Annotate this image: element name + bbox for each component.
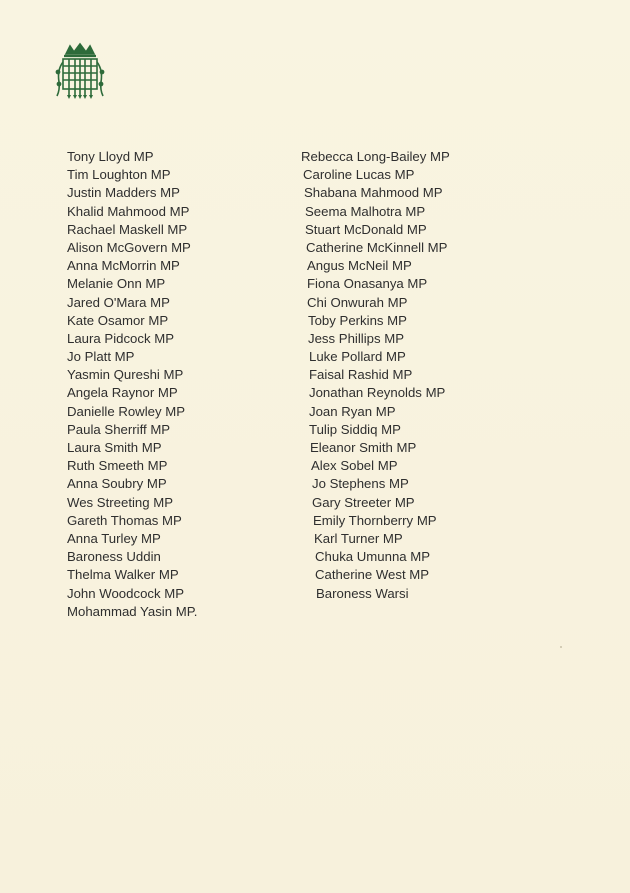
- signatory-name: Joan Ryan MP: [309, 403, 396, 419]
- signatory-name: Seema Malhotra MP: [305, 203, 426, 219]
- signatory-name: Danielle Rowley MP: [67, 403, 185, 419]
- signatory-name: Stuart McDonald MP: [305, 221, 427, 237]
- signatory-name: Anna McMorrin MP: [67, 258, 180, 274]
- signatories-right-column: [301, 148, 450, 603]
- signatory-name: Chi Onwurah MP: [307, 294, 408, 310]
- signatory-name: Catherine McKinnell MP: [306, 239, 448, 255]
- signatory-name: Faisal Rashid MP: [309, 367, 413, 383]
- signatory-name: John Woodcock MP: [67, 585, 185, 601]
- signatory-name: Eleanor Smith MP: [310, 440, 417, 455]
- signatory-name: Emily Thornberry MP: [313, 512, 437, 528]
- signatory-name: Rebecca Long-Bailey MP: [301, 149, 450, 164]
- signatory-name: Mohammad Yasin MP.: [67, 603, 198, 619]
- signatory-name: Anna Turley MP: [67, 530, 161, 546]
- signatory-name: Jo Platt MP: [67, 349, 135, 365]
- signatory-name: Alison McGovern MP: [67, 239, 191, 255]
- signatory-name: Paula Sherriff MP: [67, 421, 171, 437]
- signatory-name: Gary Streeter MP: [312, 494, 415, 510]
- signatory-name: Justin Madders MP: [67, 185, 180, 201]
- signatory-name: Shabana Mahmood MP: [304, 185, 443, 201]
- signatory-name: Melanie Onn MP: [67, 276, 166, 292]
- signatory-name: Baroness Uddin: [67, 549, 161, 565]
- signatory-name: Tulip Siddiq MP: [309, 421, 401, 437]
- signatory-name: Catherine West MP: [315, 567, 430, 583]
- signatory-name: Alex Sobel MP: [311, 458, 398, 474]
- signatories-left-column: [67, 148, 197, 621]
- signatory-name: Khalid Mahmood MP: [67, 203, 190, 219]
- signatory-name: Laura Smith MP: [67, 440, 162, 455]
- signatory-name: Jess Phillips MP: [308, 330, 405, 346]
- signatory-name: Fiona Onasanya MP: [307, 276, 428, 292]
- signatory-name: Tony Lloyd MP: [67, 149, 154, 164]
- portcullis-crest-icon: [54, 42, 106, 100]
- signatory-name: Kate Osamor MP: [67, 312, 169, 328]
- signatory-name: Chuka Umunna MP: [315, 549, 431, 565]
- paper-speck: [560, 646, 562, 648]
- signatory-name: Thelma Walker MP: [67, 567, 179, 583]
- signatory-name: Laura Pidcock MP: [67, 330, 175, 346]
- signatory-name: Gareth Thomas MP: [67, 512, 182, 528]
- signatory-name: Karl Turner MP: [314, 530, 403, 546]
- signatory-name: Wes Streeting MP: [67, 494, 174, 510]
- signatory-name: Angus McNeil MP: [307, 258, 412, 274]
- signatory-name: Rachael Maskell MP: [67, 221, 188, 237]
- signatory-name: Angela Raynor MP: [67, 385, 178, 401]
- signatory-name: Tim Loughton MP: [67, 167, 171, 183]
- signatory-name: Toby Perkins MP: [308, 312, 407, 328]
- signatory-name: Jo Stephens MP: [312, 476, 409, 492]
- signatory-name: Caroline Lucas MP: [303, 167, 415, 183]
- signatory-name: Anna Soubry MP: [67, 476, 167, 492]
- signatory-name: Baroness Warsi: [316, 585, 409, 601]
- signatory-name: Jared O'Mara MP: [67, 294, 170, 310]
- signatory-name: Jonathan Reynolds MP: [309, 385, 446, 401]
- signatory-name: Luke Pollard MP: [309, 349, 406, 365]
- signatory-name: Ruth Smeeth MP: [67, 458, 168, 474]
- signatory-name: Yasmin Qureshi MP: [67, 367, 184, 383]
